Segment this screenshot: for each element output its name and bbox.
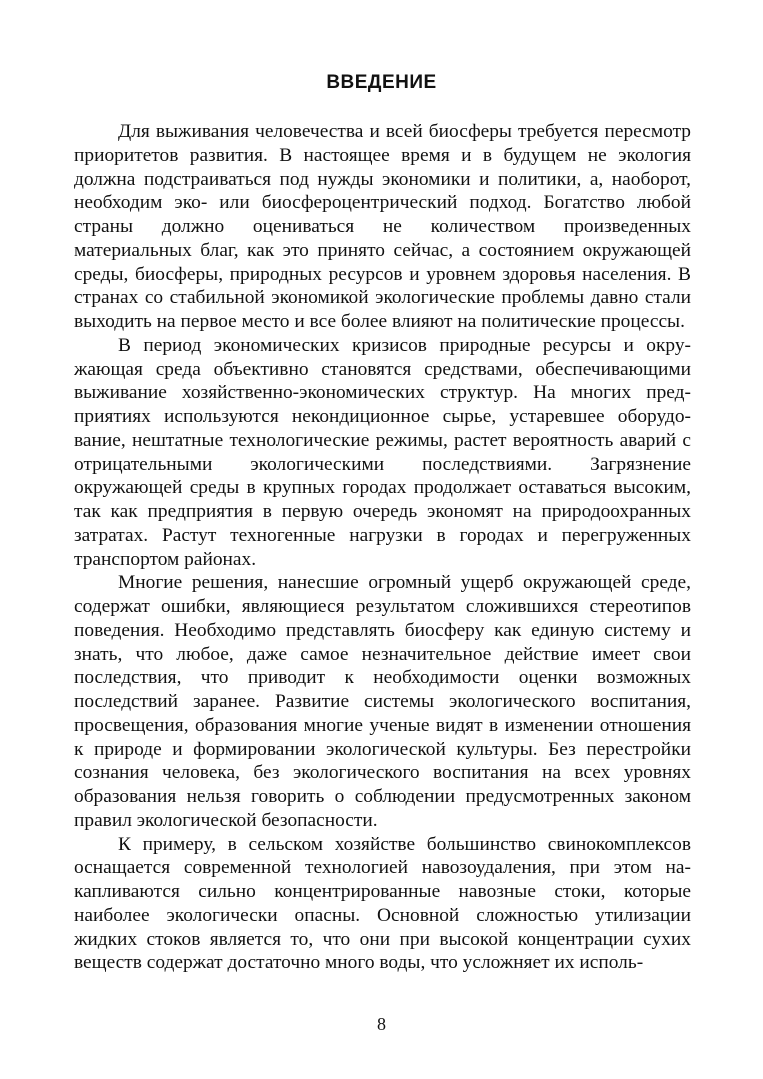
body-text — [74, 120, 691, 975]
section-title: ВВЕДЕНИЕ — [326, 72, 437, 93]
paragraph: Многие решения, нанесшие огромный ущерб окружающей среде, содержат ошибки, являющиеся результатом сложившихся стереотипов поведения. Необходимо представлять биосферу как единую систему и знать, что любое, даже самое незначительное действие имеет свои последствия, что приводит к необходимости оценки возможных последствий заранее. Развитие системы экологического воспитания, просвещения, образования многие ученые видят в изменении отношения к природе и формировании экологической культуры. Без перестройки сознания человека, без экологического воспитания на всех уровнях образования нельзя говорить о соблюдении предусмотренных законом правил экологической безопасности. — [74, 572, 691, 831]
paragraph: В период экономических кризисов природные ресурсы и окружающая среда объективно становятся средствами, обеспечивающими выживание хозяйственно-экономических структур. На многих предприятиях используются некондиционное сырье, устаревшее оборудование, нештатные технологические режимы, растет вероятность аварий с отрицательными экологическими последствиями. Загрязнение окружающей среды в крупных городах продолжает оставаться высоким, так как предприятия в первую очередь экономят на природоохранных затратах. Растут техногенные нагрузки в городах и перегруженных транспортом районах. — [74, 334, 691, 570]
paragraph: Для выживания человечества и всей биосферы требуется пересмотр приоритетов развития. В настоящее время и в будущем не экология должна подстраиваться под нужды экономики и политики, а, наоборот, необходим эко- или биосфероцентрический подход. Богатство любой страны должно оцениваться не количеством произведенных материальных благ, как это принято сейчас, а состоянием окружающей среды, биосферы, природных ресурсов и уровнем здоровья населения. В странах со стабильной экономикой экологические проблемы давно стали выходить на первое место и все более влияют на политические процессы. — [74, 121, 691, 332]
paragraph: К примеру, в сельском хозяйстве большинство свинокомплексов оснащается современной технологией навозоудаления, при этом накапливаются сильно концентрированные навозные стоки, которые наиболее экологически опасны. Основной сложностью утилизации жидких стоков является то, что они при высокой концентрации сухих веществ содержат достаточно много воды, что усложняет их исполь- — [74, 833, 691, 974]
page-number: 8 — [377, 1014, 386, 1034]
